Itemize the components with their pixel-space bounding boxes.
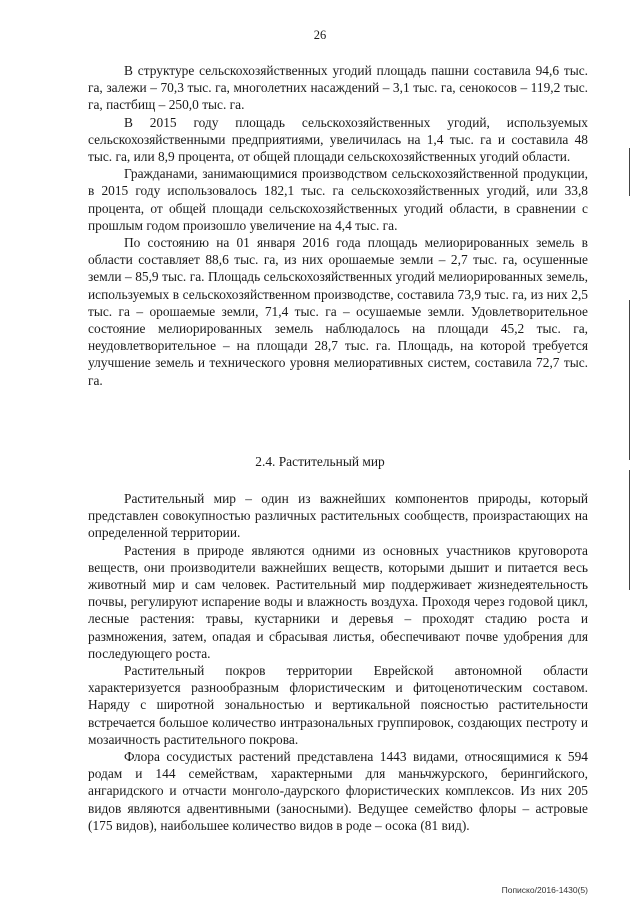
flora-text-block (88, 490, 588, 834)
paragraph-vegetation-cover: Растительный покров территории Еврейской автономной области характеризуется разнообразным флористическим и фитоценотическим составом. Наряду с широтной зональностью и вертикальной поясностью растительности встречается большое количество интразональных группировок, создающих пестроту и мозаичность растительного покрова. (88, 663, 588, 747)
paragraph-plant-world-definition: Растительный мир – один из важнейших компонентов природы, который представлен совокупностью различных растительных сообществ, произрастающих на определенной территории. (88, 491, 588, 541)
scan-edge-line (629, 148, 630, 196)
page-number: 26 (313, 28, 327, 42)
paragraph-reclaimed-lands: По состоянию на 01 января 2016 года площадь мелиорированных земель в области составляет 88,6 тыс. га, из них орошаемые земли – 2,7 тыс. га, осушенные земли – 85,9 тыс. га. Площадь сельскохозяйственных угодий мелиорированных земель, используемых в сельскохозяйственном производстве, составила 73,9 тыс. га, из них 2,5 тыс. га – орошаемые земли, 71,4 тыс. га – осушаемые земли. Удовлетворительное состояние мелиорированных земель наблюдалось на площади 45,2 тыс. га, неудовлетворительное – на площади 28,7 тыс. га. Площадь, на которой требуется улучшение земель и технического уровня мелиоративных систем, составила 72,7 тыс. га. (88, 235, 588, 388)
paragraph-plant-role: Растения в природе являются одними из основных участников круговорота веществ, они производители важнейших веществ, которыми дышит и питается весь животный мир и сам человек. Растительный мир поддерживает жизнедеятельность почвы, регулируют испарение воды и влажность воздуха. Проходя через годовой цикл, лесные растения: травы, кустарники и деревья – проходят стадию роста и размножения, затем, опадая и сбрасывая листья, обеспечивают почве удобрения для последующего роста. (88, 542, 588, 661)
paragraph-agricultural-structure: В структуре сельскохозяйственных угодий площадь пашни составила 94,6 тыс. га, залежи – 70,3 тыс. га, многолетних насаждений – 3,1 тыс. га, сенокосов – 119,2 тыс. га, пастбищ – 250,0 тыс. га. (88, 63, 588, 113)
paragraph-vascular-flora: Флора сосудистых растений представлена 1443 видами, относящимися к 594 родам и 144 семействам, характерными для маньчжурского, берингийского, ангаридского и отчасти монголо-даурского флористических комплексов. Из них 205 видов являются адвентивными (заносными). Ведущее семейство флоры – астровые (175 видов), наибольшее количество видов в роде – осока (81 вид). (88, 749, 588, 833)
land-use-text-block (88, 62, 588, 389)
scan-edge-line (629, 300, 630, 460)
paragraph-agricultural-enterprises: В 2015 году площадь сельскохозяйственных угодий, используемых сельскохозяйственными предприятиями, увеличилась на 1,4 тыс. га и составила 48 тыс. га, или 8,9 процента, от общей площади сельскохозяйственных угодий области. (88, 114, 588, 165)
scan-edge-line (629, 470, 630, 590)
section-heading-flora: 2.4. Растительный мир (255, 454, 385, 469)
document-footer-code: Пописко/2016-1430(5) (501, 885, 588, 895)
paragraph-citizens-land-use: Гражданами, занимающимися производством сельскохозяйственной продукции, в 2015 году использовалось 182,1 тыс. га сельскохозяйственных угодий, или 33,8 процента, от общей площади сельскохозяйственных угодий области, в сравнении с прошлым годом произошло увеличение на 4,4 тыс. га. (88, 166, 588, 233)
